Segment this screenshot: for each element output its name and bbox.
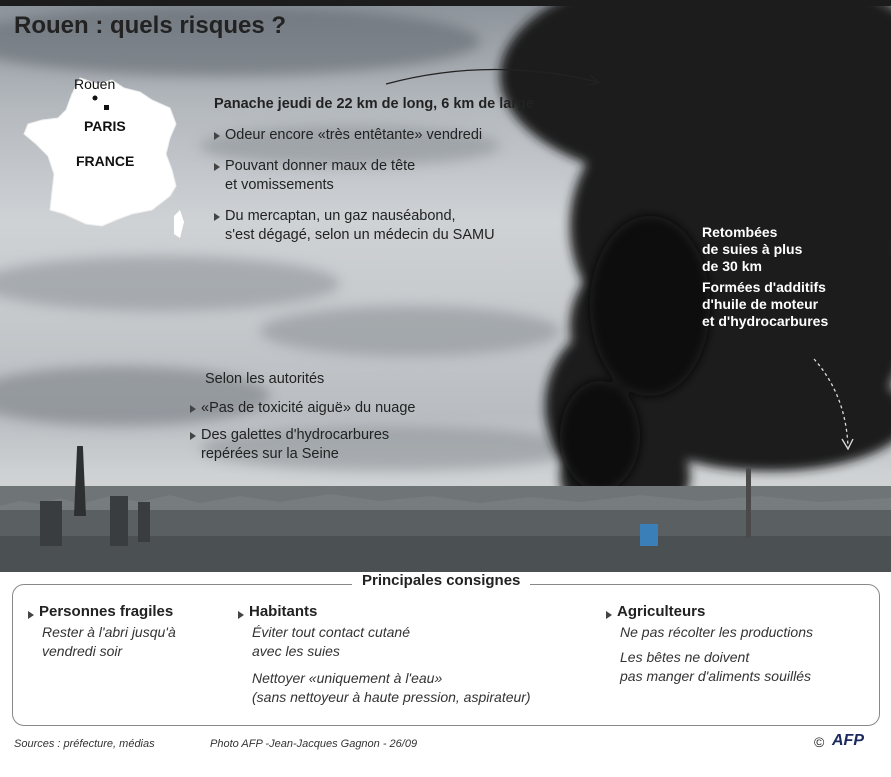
authorities-list xyxy=(190,399,490,464)
fragiles-heading: Personnes fragiles xyxy=(39,603,174,620)
fallout-text: Retombées de suies à plus de 30 km Formées d'additifs d'huile de moteur et d'hydrocarbures xyxy=(702,224,829,329)
fallout-arrow xyxy=(808,355,858,455)
copyright-mark: © xyxy=(814,734,825,750)
consignes-section xyxy=(0,572,891,777)
column-agriculteurs: Agriculteurs Ne pas récolter les productions Les bêtes ne doivent pas manger d'aliments souillés xyxy=(606,602,876,686)
list-item: «Pas de toxicité aiguë» du nuage xyxy=(190,399,490,418)
afp-logo: AFP xyxy=(832,732,864,749)
panache-list xyxy=(214,126,574,245)
page-title: Rouen : quels risques ? xyxy=(14,12,287,39)
list-item: Du mercaptan, un gaz nauséabond, s'est dégagé, selon un médecin du SAMU xyxy=(214,207,574,245)
sources-credit: Sources : préfecture, médias xyxy=(14,738,155,750)
column-fragiles: Personnes fragiles Rester à l'abri jusqu'à vendredi soir xyxy=(28,602,228,661)
map-label-rouen: Rouen xyxy=(74,76,116,92)
consignes-title: Principales consignes xyxy=(352,572,530,589)
wind-arrow xyxy=(380,62,610,92)
list-item: Des galettes d'hydrocarbures repérées sur la Seine xyxy=(190,426,490,464)
list-item: Odeur encore «très entêtante» vendredi xyxy=(214,126,574,145)
list-item: Pouvant donner maux de tête et vomissements xyxy=(214,157,574,195)
column-habitants: Habitants Éviter tout contact cutané avec les suies Nettoyer «uniquement à l'eau» (sans nettoyeur à haute pression, aspirateur) xyxy=(238,602,608,707)
habitants-heading: Habitants xyxy=(249,603,318,620)
map-label-france: FRANCE xyxy=(76,153,135,169)
authorities-heading: Selon les autorités xyxy=(205,371,325,387)
agriculteurs-heading: Agriculteurs xyxy=(617,603,706,620)
panache-heading: Panache jeudi de 22 km de long, 6 km de large xyxy=(214,96,534,112)
city-skyline xyxy=(0,446,891,572)
photo-credit: Photo AFP -Jean-Jacques Gagnon - 26/09 xyxy=(210,738,418,750)
map-label-paris: PARIS xyxy=(84,118,126,134)
